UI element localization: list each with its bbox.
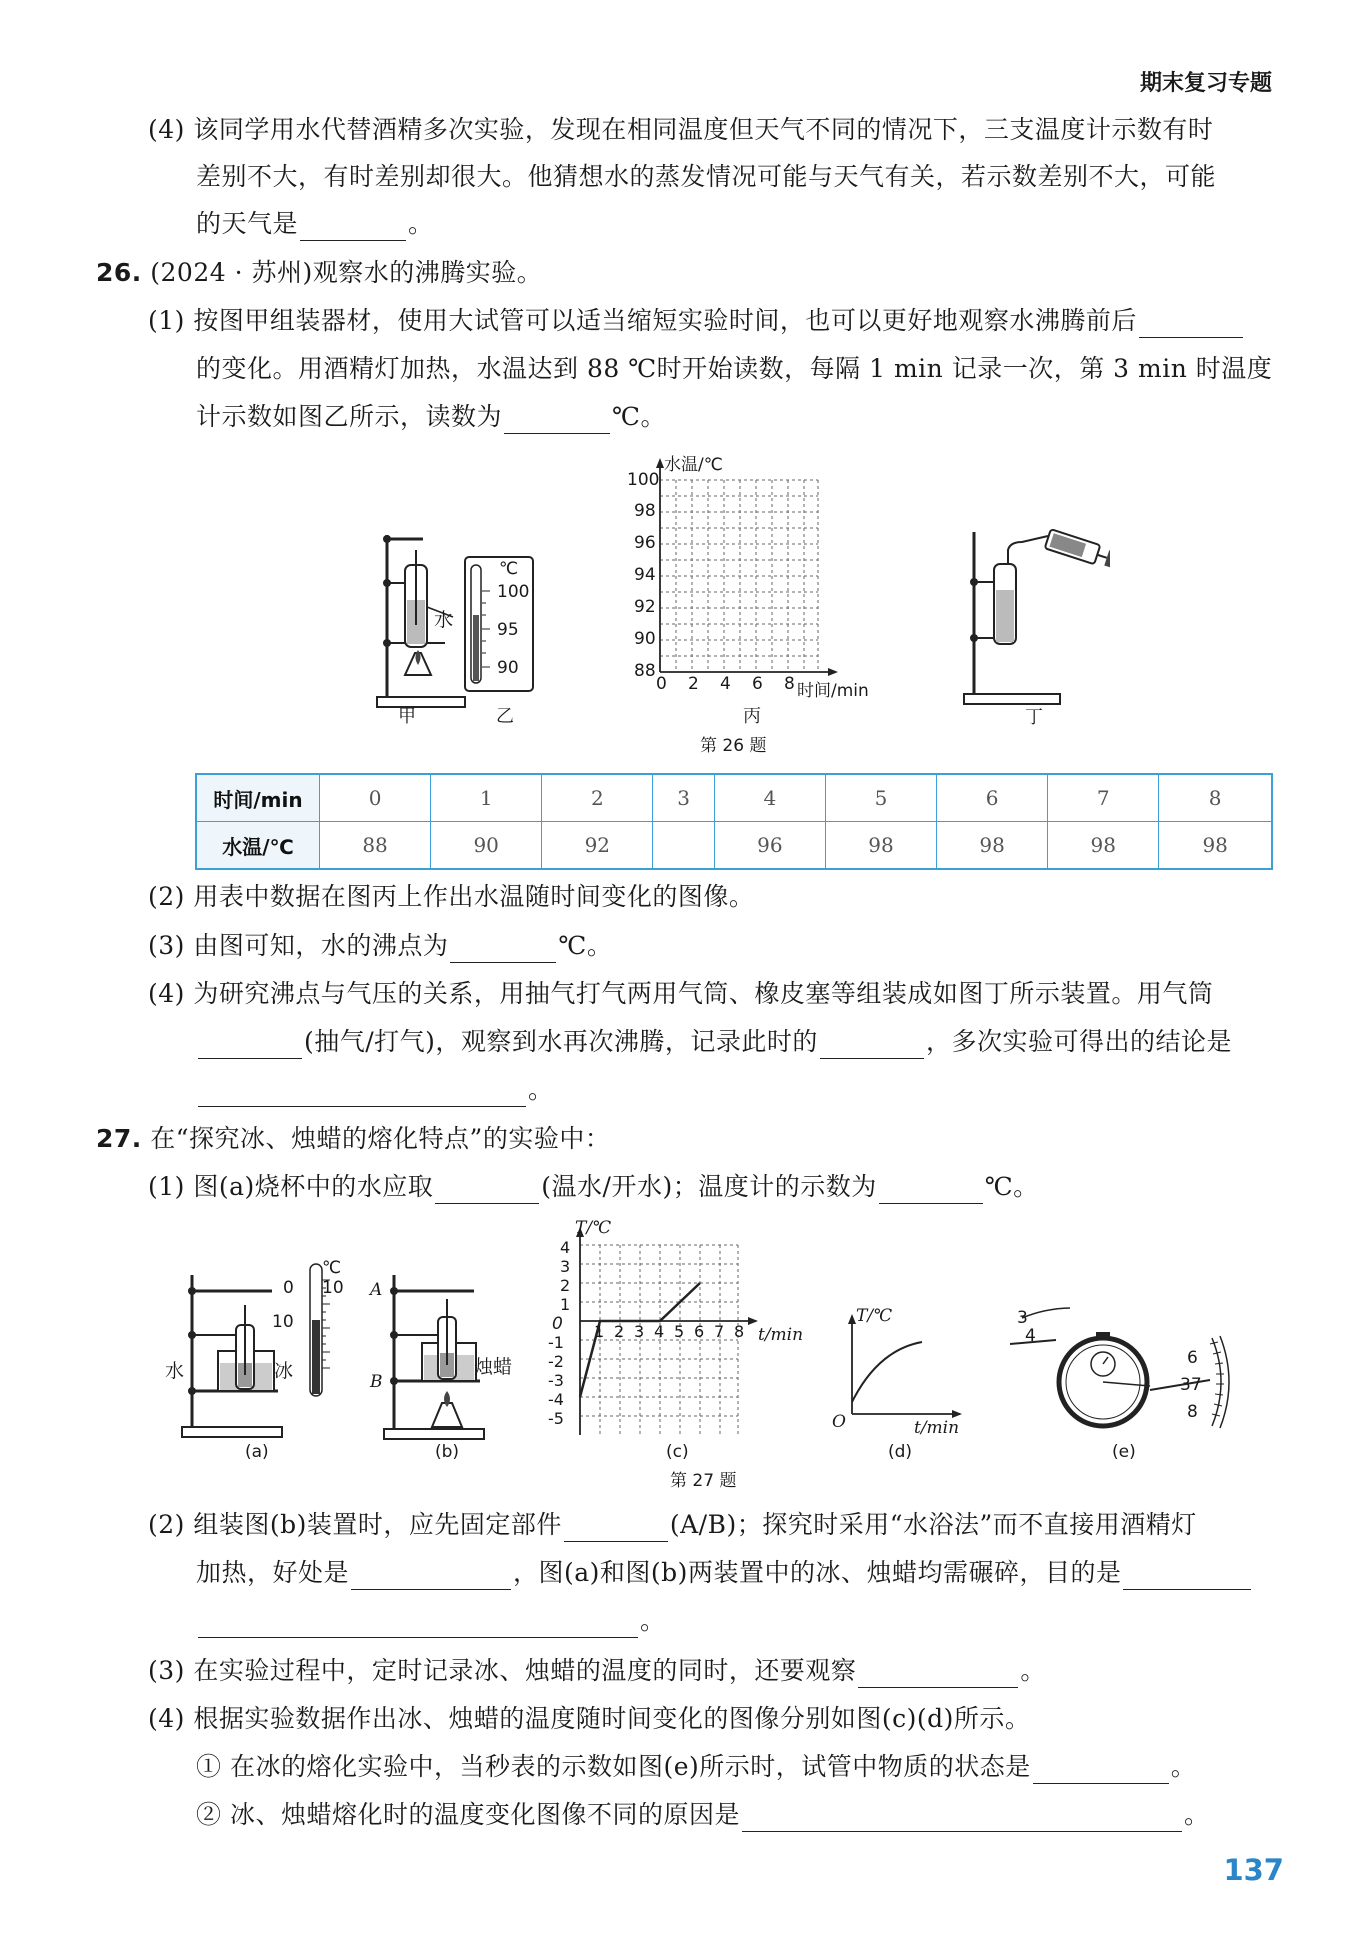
fig27-caption: 第 27 题 xyxy=(670,1471,737,1491)
graph-c-ytick: 0 xyxy=(552,1314,563,1334)
q27-p2-line3: 。 xyxy=(196,1604,666,1638)
table-cell: 0 xyxy=(320,774,431,822)
table-cell: 1 xyxy=(431,774,542,822)
q26-p4-line2: (抽气/打气)，观察到水再次沸腾，记录此时的 ，多次实验可得出的结论是 xyxy=(196,1025,1232,1059)
table-cell: 6 xyxy=(937,774,1048,822)
answer-blank[interactable] xyxy=(1139,311,1243,338)
graph-c-ytick: 3 xyxy=(560,1257,571,1276)
label-c: (c) xyxy=(666,1442,689,1462)
answer-blank[interactable] xyxy=(820,1032,924,1059)
q27-p1: (1) 图(a)烧杯中的水应取 (温水/开水)；温度计的示数为 ℃。 xyxy=(148,1170,1039,1204)
label-B: B xyxy=(370,1372,383,1392)
q27-p2-line1: (2) 组装图(b)装置时，应先固定部件 (A/B)；探究时采用“水浴法”而不直接用酒精灯 xyxy=(148,1508,1197,1542)
graph-bing-ytick: 90 xyxy=(634,629,656,649)
thermo-yi-tick: 95 xyxy=(497,620,519,640)
graph-bing-ytick: 92 xyxy=(634,597,656,617)
label-e: (e) xyxy=(1112,1442,1136,1462)
q27-p4-2: ② 冰、烛蜡熔化时的温度变化图像不同的原因是 。 xyxy=(196,1798,1209,1832)
table-cell: 98 xyxy=(825,822,936,870)
answer-blank[interactable] xyxy=(351,1563,511,1590)
temperature-table xyxy=(195,773,1273,870)
q26-p1-line3: 计示数如图乙所示，读数为 ℃。 xyxy=(196,400,666,434)
apparatus-ding-figure xyxy=(950,520,1110,720)
table-cell: 5 xyxy=(825,774,936,822)
table-cell: 8 xyxy=(1159,774,1272,822)
graph-c-xtick: 4 xyxy=(654,1322,665,1341)
graph-d-xlabel: t/min xyxy=(914,1418,960,1438)
table-cell: 4 xyxy=(714,774,825,822)
graph-bing-ytick: 88 xyxy=(634,661,656,681)
table-cell: 98 xyxy=(937,822,1048,870)
q26-p1-line2: 的变化。用酒精灯加热，水温达到 88 ℃时开始读数，每隔 1 min 记录一次，第 3 min 时温度 xyxy=(196,354,1273,383)
table-cell-blank[interactable] xyxy=(653,822,714,870)
answer-blank[interactable] xyxy=(198,1611,638,1638)
label-wax: 烛蜡 xyxy=(474,1356,513,1378)
q25-p4-line2: 差别不大，有时差别却很大。他猜想水的蒸发情况可能与天气有关，若示数差别不大，可能 xyxy=(196,162,1217,191)
answer-blank[interactable] xyxy=(564,1515,668,1542)
label-jia: 甲 xyxy=(398,706,416,727)
table-header-temp: 水温/℃ xyxy=(196,822,320,870)
table-cell: 92 xyxy=(542,822,653,870)
graph-bing-xtick: 6 xyxy=(752,674,763,694)
q26-p3: (3) 由图可知，水的沸点为 ℃。 xyxy=(148,929,612,963)
q26-p2: (2) 用表中数据在图丙上作出水温随时间变化的图像。 xyxy=(148,882,755,911)
label-ice: 冰 xyxy=(274,1360,294,1382)
table-cell: 98 xyxy=(1048,822,1159,870)
table-cell: 7 xyxy=(1048,774,1159,822)
graph-bing-ytick: 94 xyxy=(634,565,656,585)
label-b: (b) xyxy=(435,1442,460,1462)
graph-d-figure xyxy=(838,1310,968,1430)
graph-bing-ylabel: 水温/℃ xyxy=(664,455,723,475)
graph-d-origin: O xyxy=(832,1412,846,1432)
table-cell: 90 xyxy=(431,822,542,870)
thermo-a-tick: 10 xyxy=(272,1312,294,1332)
thermo-yi-tick: 90 xyxy=(497,658,519,678)
table-cell: 88 xyxy=(320,822,431,870)
graph-bing-xlabel: 时间/min xyxy=(797,681,869,701)
label-bing: 丙 xyxy=(743,706,761,727)
stopwatch-right-tick: 37 xyxy=(1180,1375,1202,1395)
graph-d-ylabel: T/℃ xyxy=(856,1306,893,1326)
fig26-caption: 第 26 题 xyxy=(700,736,767,756)
graph-c-xtick: 1 xyxy=(594,1322,605,1341)
answer-blank[interactable] xyxy=(858,1661,1018,1688)
graph-bing-ytick: 96 xyxy=(634,533,656,553)
thermo-yi-tick: 100 xyxy=(497,582,530,602)
graph-c-ytick: -2 xyxy=(548,1352,564,1371)
answer-blank[interactable] xyxy=(504,407,610,434)
graph-c-ytick: -3 xyxy=(548,1371,564,1390)
graph-bing-xtick: 4 xyxy=(720,674,731,694)
graph-c-xtick: 5 xyxy=(674,1322,685,1341)
answer-blank[interactable] xyxy=(198,1032,302,1059)
page-number: 137 xyxy=(1223,1853,1284,1887)
graph-c-ytick: 2 xyxy=(560,1276,571,1295)
stopwatch-figure xyxy=(1010,1300,1250,1450)
graph-c-ytick: -1 xyxy=(548,1333,564,1352)
q27-p3: (3) 在实验过程中，定时记录冰、烛蜡的温度的同时，还要观察 。 xyxy=(148,1654,1046,1688)
q26-p4-line3: 。 xyxy=(196,1073,554,1107)
answer-blank[interactable] xyxy=(300,214,406,241)
graph-bing-xtick: 0 xyxy=(656,674,667,694)
table-cell: 96 xyxy=(714,822,825,870)
label-A: A xyxy=(370,1280,383,1300)
table-cell: 98 xyxy=(1159,822,1272,870)
q25-p4-line3: 的天气是 。 xyxy=(196,207,434,241)
thermo-yi-unit: ℃ xyxy=(499,559,519,579)
answer-blank[interactable] xyxy=(198,1080,526,1107)
label-ding: 丁 xyxy=(1025,707,1043,728)
table-row xyxy=(196,822,1272,870)
answer-blank[interactable] xyxy=(879,1177,983,1204)
thermo-a-tick: 10 xyxy=(322,1278,344,1298)
graph-c-xtick: 3 xyxy=(634,1322,645,1341)
q27-stem: 27. 在“探究冰、烛蜡的熔化特点”的实验中： xyxy=(96,1124,611,1153)
answer-blank[interactable] xyxy=(742,1805,1182,1832)
answer-blank[interactable] xyxy=(1033,1757,1169,1784)
q25-p4-line1: (4) 该同学用水代替酒精多次实验，发现在相同温度但天气不同的情况下，三支温度计示数有时 xyxy=(148,115,1214,144)
q27-p4-1: ① 在冰的熔化实验中，当秒表的示数如图(e)所示时，试管中物质的状态是 。 xyxy=(196,1750,1196,1784)
apparatus-b-figure xyxy=(380,1255,520,1445)
table-cell: 2 xyxy=(542,774,653,822)
q26-stem: 26. (2024 · 苏州)观察水的沸腾实验。 xyxy=(96,258,543,287)
answer-blank[interactable] xyxy=(1123,1563,1251,1590)
answer-blank[interactable] xyxy=(435,1177,539,1204)
graph-c-xtick: 8 xyxy=(734,1322,745,1341)
stopwatch-right-tick: 8 xyxy=(1187,1402,1198,1422)
graph-c-xtick: 7 xyxy=(714,1322,725,1341)
q27-p2-line2: 加热，好处是 ，图(a)和图(b)两装置中的冰、烛蜡均需碾碎，目的是 xyxy=(196,1556,1253,1590)
label-water: 水 xyxy=(434,609,454,631)
table-row xyxy=(196,774,1272,822)
graph-c-xtick: 6 xyxy=(694,1322,705,1341)
q26-p1-line1: (1) 按图甲组装器材，使用大试管可以适当缩短实验时间，也可以更好地观察水沸腾前后 xyxy=(148,304,1245,338)
graph-c-xlabel: t/min xyxy=(758,1325,804,1345)
graph-bing-xtick: 2 xyxy=(688,674,699,694)
stopwatch-right-tick: 6 xyxy=(1187,1348,1198,1368)
label-water: 水 xyxy=(165,1360,185,1382)
thermo-a-tick: 0 xyxy=(283,1278,294,1298)
graph-bing-ytick: 98 xyxy=(634,501,656,521)
label-d: (d) xyxy=(888,1442,913,1462)
stopwatch-outer-tick: 4 xyxy=(1025,1326,1036,1346)
graph-c-ytick: -4 xyxy=(548,1390,564,1409)
graph-c-ylabel: T/℃ xyxy=(575,1218,612,1238)
stopwatch-outer-tick: 3 xyxy=(1017,1308,1028,1328)
graph-c-ytick: -5 xyxy=(548,1409,564,1428)
thermo-a-unit: ℃ xyxy=(322,1258,342,1278)
graph-c-ytick: 4 xyxy=(560,1238,571,1257)
section-header: 期末复习专题 xyxy=(1139,71,1272,96)
table-cell: 3 xyxy=(653,774,714,822)
label-yi: 乙 xyxy=(496,706,514,727)
graph-bing-ytick: 100 xyxy=(627,470,660,490)
graph-c-xtick: 2 xyxy=(614,1322,625,1341)
q27-p4: (4) 根据实验数据作出冰、烛蜡的温度随时间变化的图像分别如图(c)(d)所示。 xyxy=(148,1704,1031,1733)
q26-p4-line1: (4) 为研究沸点与气压的关系，用抽气打气两用气筒、橡皮塞等组装成如图丁所示装置。用气筒 xyxy=(148,979,1214,1008)
answer-blank[interactable] xyxy=(450,936,556,963)
graph-bing-xtick: 8 xyxy=(784,674,795,694)
table-header-time: 时间/min xyxy=(196,774,320,822)
label-a: (a) xyxy=(245,1442,269,1462)
graph-c-ytick: 1 xyxy=(560,1295,571,1314)
